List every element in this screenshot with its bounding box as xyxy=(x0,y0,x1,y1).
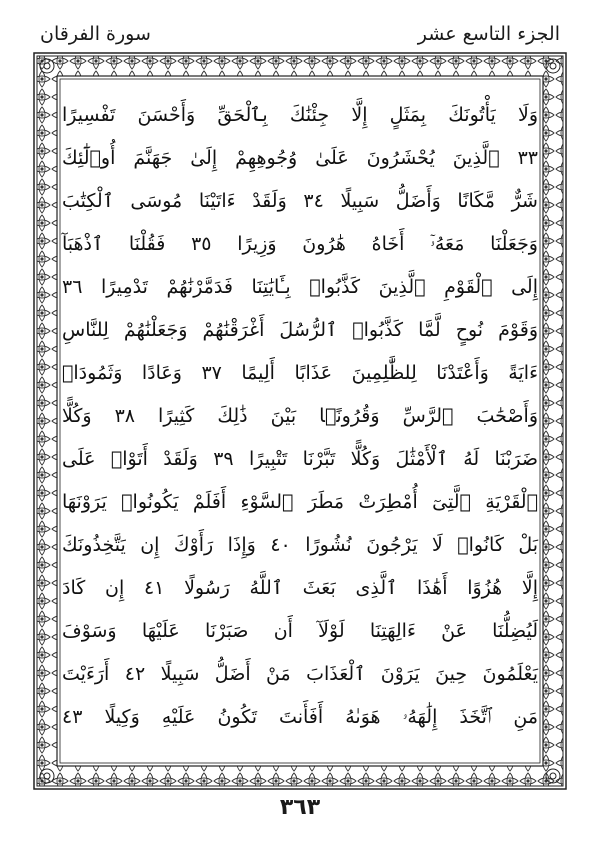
text-line xyxy=(62,353,538,393)
line-text: لَيُضِلُّنَا عَنْ ءَالِهَتِنَا لَوْلَآ أَن صَبَرْنَا عَلَيْهَا وَسَوْفَ xyxy=(62,620,538,642)
page-number: ٣٦٣ xyxy=(279,795,321,820)
text-line xyxy=(62,697,538,737)
text-line xyxy=(62,611,538,651)
line-text: إِلَى ٱلْقَوْمِ ٱلَّذِينَ كَذَّبُوا۟ بِـَٔايَٰتِنَا فَدَمَّرْنَٰهُمْ تَدْمِيرًا ٣٦ xyxy=(62,276,538,298)
text-line xyxy=(62,439,538,479)
line-text: ءَايَةً وَأَعْتَدْنَا لِلظَّٰلِمِينَ عَذَابًا أَلِيمًا ٣٧ وَعَادًا وَثَمُودَا۟ xyxy=(62,362,538,384)
line-text: مَنِ ٱتَّخَذَ إِلَٰهَهُۥ هَوَىٰهُ أَفَأَنتَ تَكُونُ عَلَيْهِ وَكِيلًا ٤٣ xyxy=(62,706,538,728)
text-line xyxy=(62,181,538,221)
line-text: ٣٣ ٱلَّذِينَ يُحْشَرُونَ عَلَىٰ وُجُوهِهِمْ إِلَىٰ جَهَنَّمَ أُو۟لَٰٓئِكَ xyxy=(62,147,538,169)
text-line xyxy=(62,568,538,608)
text-line xyxy=(62,482,538,522)
line-text: وَقَوْمَ نُوحٍ لَّمَّا كَذَّبُوا۟ ٱلرُّسُلَ أَغْرَقْنَٰهُمْ وَجَعَلْنَٰهُمْ لِلنَّاسِ xyxy=(62,319,538,341)
juz-title: الجزء التاسع عشر xyxy=(417,23,560,45)
line-text: يَعْلَمُونَ حِينَ يَرَوْنَ ٱلْعَذَابَ مَنْ أَضَلُّ سَبِيلًا ٤٢ أَرَءَيْتَ xyxy=(62,663,538,685)
surah-title: سورة الفرقان xyxy=(40,23,151,45)
text-line xyxy=(62,224,538,264)
line-text: بَلْ كَانُوا۟ لَا يَرْجُونَ نُشُورًا ٤٠ وَإِذَا رَأَوْكَ إِن يَتَّخِذُونَكَ xyxy=(62,534,539,556)
text-line xyxy=(62,396,538,436)
text-line xyxy=(62,95,538,135)
line-text: ٱلْقَرْيَةِ ٱلَّتِىٓ أُمْطِرَتْ مَطَرَ ٱلسَّوْءِ أَفَلَمْ يَكُونُوا۟ يَرَوْنَهَا xyxy=(62,491,538,513)
line-text: وَأَصْحَٰبَ ٱلرَّسِّ وَقُرُونًۢا بَيْنَ ذَٰلِكَ كَثِيرًا ٣٨ وَكُلًّا xyxy=(62,405,538,427)
line-text: وَلَا يَأْتُونَكَ بِمَثَلٍ إِلَّا جِئْنَٰكَ بِٱلْحَقِّ وَأَحْسَنَ تَفْسِيرًا xyxy=(62,104,538,126)
line-text: ضَرَبْنَا لَهُ ٱلْأَمْثَٰلَ وَكُلًّا تَبَّرْنَا تَتْبِيرًا ٣٩ وَلَقَدْ أَتَوْا۟ عَلَى xyxy=(62,448,538,470)
text-line xyxy=(62,267,538,307)
text-line xyxy=(62,525,538,565)
page-header xyxy=(40,14,560,54)
line-text: إِلَّا هُزُوًا أَهَٰذَا ٱلَّذِى بَعَثَ ٱللَّهُ رَسُولًا ٤١ إِن كَادَ xyxy=(62,577,538,599)
text-line xyxy=(62,654,538,694)
line-text: شَرٌّ مَّكَانًا وَأَضَلُّ سَبِيلًا ٣٤ وَلَقَدْ ءَاتَيْنَا مُوسَى ٱلْكِتَٰبَ xyxy=(62,190,538,212)
text-line xyxy=(62,138,538,178)
verse-text-area xyxy=(62,95,538,745)
line-text: وَجَعَلْنَا مَعَهُۥٓ أَخَاهُ هَٰرُونَ وَزِيرًا ٣٥ فَقُلْنَا ٱذْهَبَآ xyxy=(62,233,538,255)
text-line xyxy=(62,310,538,350)
